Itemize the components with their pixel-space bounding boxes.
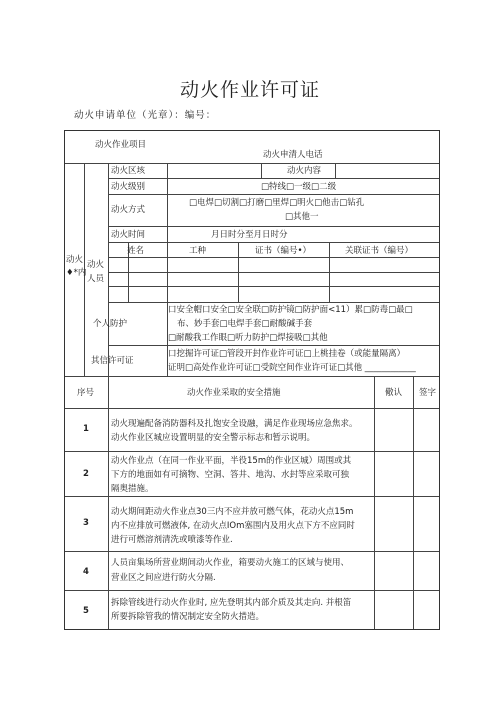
time-label: 动火时间 xyxy=(111,230,146,240)
row-text-line: 内不应排放可燃液体, 在动火点IOm塞围内及用火点下方不应同时 xyxy=(111,521,355,531)
side-label-line-1: 动火 xyxy=(66,255,84,265)
col-type-header: 工种 xyxy=(189,246,207,256)
permit-text-line-2[interactable]: 证明□高处作业许可证□受院空间作业许可证□其他 ____________ xyxy=(168,363,416,373)
row-text-line: 营业区之间应进行防火分隔. xyxy=(111,573,216,583)
ppe-label: 个人防护 xyxy=(93,319,128,329)
level-options[interactable]: □特线□一级□二级 xyxy=(261,182,337,192)
ppe-text-line-3[interactable]: □耐酸我工作眼□听力防护□焊接吸□其他 xyxy=(168,333,328,343)
method-options-line-1[interactable]: □电焊□切割□打磨□里焊□明火□他击□钻孔 xyxy=(189,198,365,208)
row-text-line: 动火现遍配备消防器科及扎饱安全设融，满足作业现场应急焦求。 xyxy=(111,419,358,429)
permit-label: 其信许可证 xyxy=(91,356,134,366)
col-cert-header: 证书（编号•） xyxy=(255,246,312,256)
row-number: 2 xyxy=(83,469,89,479)
col-no-header: 序号 xyxy=(77,388,95,398)
col-confirm-header: 儆认 xyxy=(385,388,403,398)
method-label: 动火方式 xyxy=(111,205,146,215)
row-text-line: 所要拆除管我的情况制定安全防火措造。 xyxy=(111,612,265,622)
ppe-text-line-1[interactable]: 口安全帽口安全□安全联□防护镜□防护面<11）累□防毒□最□ xyxy=(168,305,413,315)
row-text-line: 进行可燃溶剂清洗或喷漆等作业. xyxy=(111,535,233,545)
personnel-label-line-1: 动火 xyxy=(87,260,105,270)
row-text-line: 人员亩集场所营业期间动火作业，箱要动火施工的区域与使用、 xyxy=(111,558,350,568)
row-text-line: 动火期间距动火作业点30三内不应并放可燃气体，花动火点15m xyxy=(111,507,354,517)
row-text-line: 动火作业区城应设置明显的安全警示标志和暂示说明。 xyxy=(111,433,316,443)
row-text-line: 隔奥措施。 xyxy=(111,484,154,494)
area-label: 动火区垓 xyxy=(111,166,146,176)
phone-label: 动火申清人电话 xyxy=(263,150,323,160)
row-text-line: 动火作业点（在同一作业平面，半役15m的作业区城）周围或其 xyxy=(111,456,352,466)
permit-text-line-1[interactable]: 口挖掘许可证□管段开封作业许可证□上桃挂卷（或能量隔离） xyxy=(168,349,406,359)
row-text-line: 拆除管线进行动火作业时, 应先登明其内部介质及其走向. 并根笛 xyxy=(111,598,352,608)
permit-form xyxy=(64,130,440,630)
phone-field[interactable] xyxy=(337,135,437,159)
row-number: 5 xyxy=(83,606,89,616)
personnel-label-line-2: 人员 xyxy=(87,274,105,284)
project-field[interactable] xyxy=(169,135,261,159)
col-measure-header: 动火作业采取的安全措施 xyxy=(187,388,281,398)
col-related-header: 关联证书（编号） xyxy=(345,246,414,256)
col-sign-header: 签字 xyxy=(419,388,437,398)
level-label: 动火级别 xyxy=(111,182,146,192)
content-label: 动火内容 xyxy=(287,166,322,176)
row-text-line: 下方的地面如有可摘物、空洞、答井、地沟、水封等应采取可独 xyxy=(111,470,350,480)
row-number: 4 xyxy=(83,567,89,577)
project-label: 动火作业项目 xyxy=(95,140,147,150)
side-label-line-2: ♦*内 xyxy=(66,268,87,278)
time-value[interactable]: 月日时分至月日时分 xyxy=(211,230,288,240)
row-number: 1 xyxy=(83,424,89,434)
col-name-header: 姓名 xyxy=(127,246,145,256)
row-number: 3 xyxy=(83,518,89,528)
document-title: 动火作业许可证 xyxy=(179,79,320,101)
method-options-line-2[interactable]: □其他一 xyxy=(285,212,319,222)
applicant-line: 动火申请单位（光章）：编号： xyxy=(74,110,217,121)
ppe-text-line-2[interactable]: 布、妙手套□电焊手套□耐酸碱手套 xyxy=(177,319,313,329)
